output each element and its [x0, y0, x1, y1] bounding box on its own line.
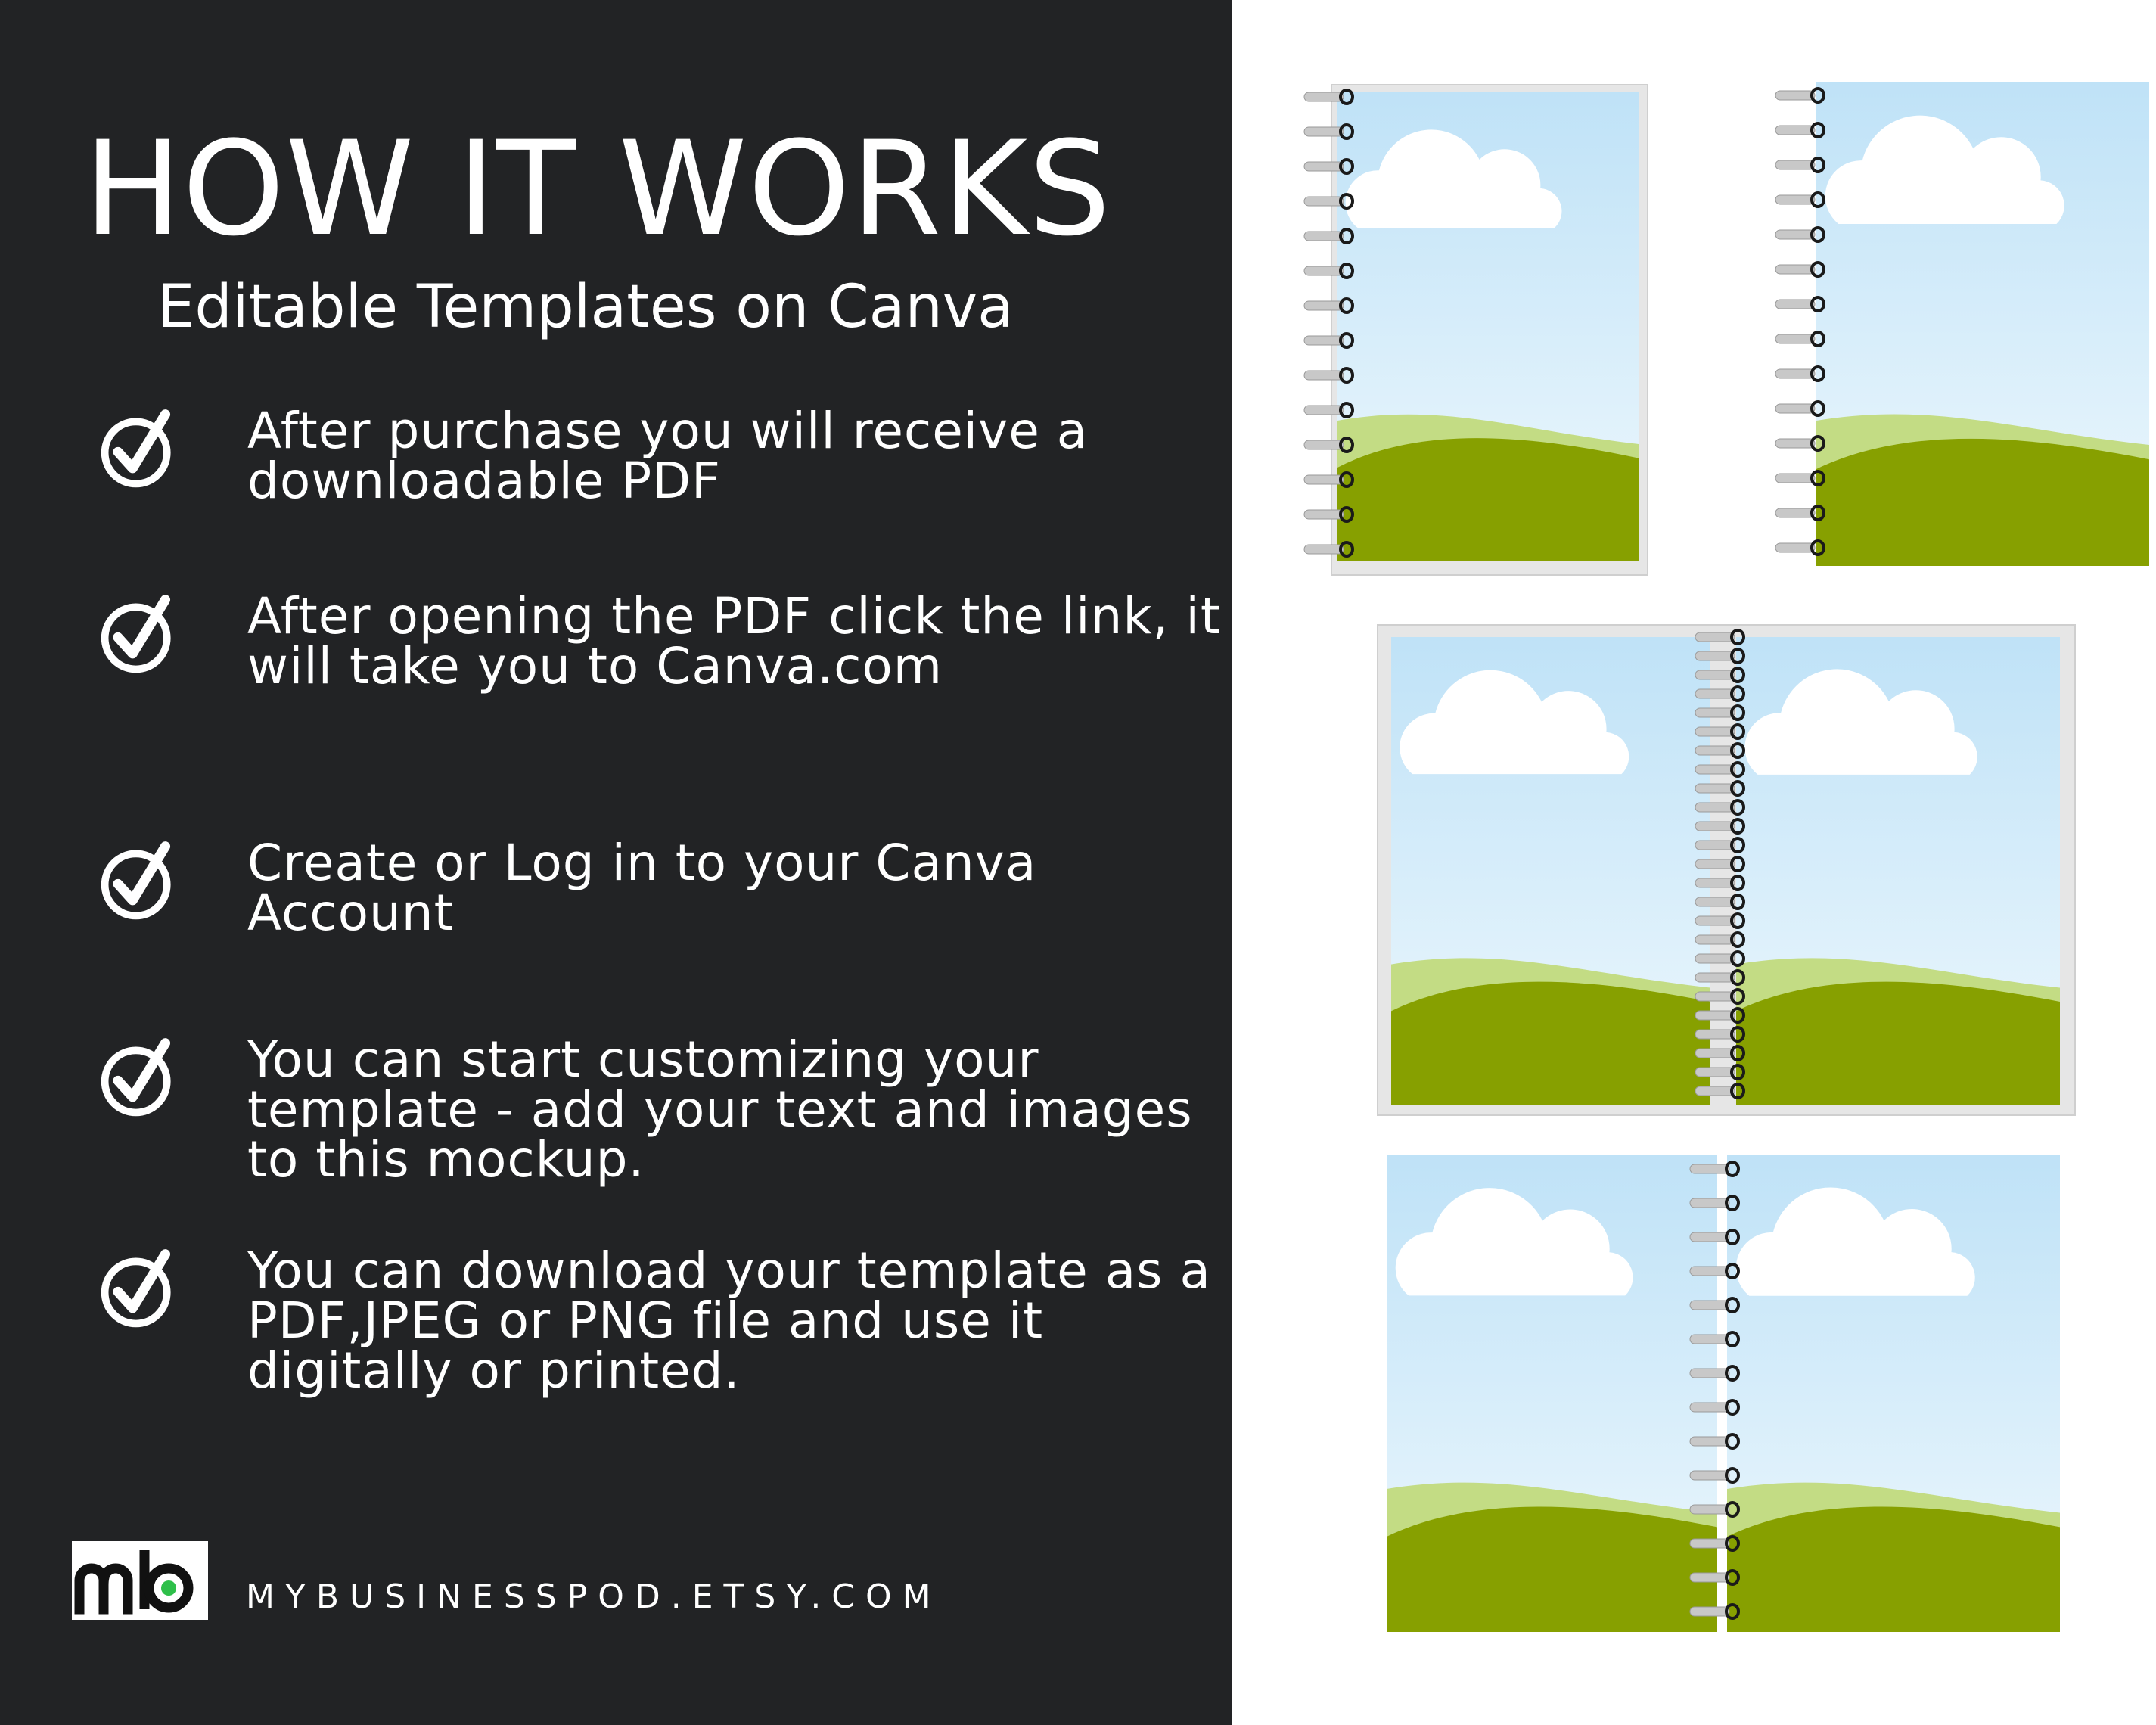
- spiral-coil: [1695, 765, 1735, 774]
- spiral-coil: [1695, 1049, 1735, 1058]
- step-item: [98, 1030, 1218, 1232]
- spiral-coil: [1775, 404, 1815, 413]
- spiral-coil: [1695, 859, 1735, 869]
- spiral-coil: [1695, 1086, 1735, 1096]
- spiral-coil: [1690, 1471, 1729, 1480]
- spiral-coil: [1775, 474, 1815, 483]
- spiral-coil: [1695, 632, 1735, 642]
- spiral-coil: [1695, 1011, 1735, 1020]
- spiral-coil: [1304, 197, 1344, 206]
- step-text: You can download your template as a PDF,JPEG or PNG file and use it digitally or printed.: [247, 1242, 1211, 1400]
- hill-dark: [1391, 982, 1710, 1105]
- spiral-coil: [1690, 1198, 1729, 1208]
- spiral-coil: [1304, 127, 1344, 136]
- step-item: [98, 1242, 1218, 1443]
- brand-logo: [72, 1541, 208, 1620]
- spiral-coil: [1695, 727, 1735, 736]
- page-title: HOW IT WORKS: [83, 113, 1112, 265]
- spiral-coil: [1775, 300, 1815, 309]
- spiral-coil: [1695, 992, 1735, 1001]
- spiral-coil: [1304, 232, 1344, 241]
- hill-dark: [1727, 1506, 2060, 1632]
- spiral-coil: [1304, 336, 1344, 345]
- step-text: You can start customizing your template - add your text and images to this mockup.: [247, 1030, 1193, 1189]
- spiral-coil: [1695, 897, 1735, 906]
- spiral-coil: [1690, 1403, 1729, 1412]
- spiral-coil: [1775, 369, 1815, 378]
- spiral-coil: [1695, 822, 1735, 831]
- spiral-coil: [1695, 651, 1735, 660]
- open-notebook-spread: [1373, 620, 2080, 1120]
- spiral-coil: [1695, 841, 1735, 850]
- hill-dark: [1736, 982, 2060, 1105]
- step-text: After opening the PDF click the link, it will take you to Canva.com: [247, 587, 1221, 695]
- spiral-coil: [1775, 508, 1815, 518]
- spiral-coil: [1304, 162, 1344, 171]
- spiral-coil: [1690, 1164, 1729, 1173]
- step-text: Create or Log in to your Canva Account: [247, 834, 1037, 942]
- check-circle-icon: [98, 593, 180, 675]
- spiral-coil: [1304, 266, 1344, 275]
- spiral-coil: [1695, 670, 1735, 679]
- spiral-coil: [1695, 784, 1735, 793]
- spiral-coil: [1690, 1369, 1729, 1378]
- hill-dark: [1816, 439, 2149, 566]
- hill-dark: [1387, 1506, 1717, 1632]
- spiral-coil: [1690, 1573, 1729, 1582]
- spiral-coil: [1304, 440, 1344, 449]
- spiral-coil: [1304, 92, 1344, 101]
- spiral-coil: [1690, 1539, 1729, 1548]
- spiral-coil: [1304, 301, 1344, 310]
- spiral-coil: [1775, 265, 1815, 274]
- step-item: [98, 834, 1218, 1035]
- spiral-coil: [1695, 746, 1735, 755]
- spiral-coil: [1695, 1030, 1735, 1039]
- spiral-coil: [1690, 1267, 1729, 1276]
- spiral-coil: [1304, 371, 1344, 380]
- spiral-coil: [1775, 91, 1815, 100]
- open-notebook-flat: [1387, 1146, 2064, 1638]
- brand-logo-mark: [72, 1541, 208, 1620]
- spiral-coil: [1690, 1335, 1729, 1344]
- step-item: [98, 587, 1221, 788]
- spiral-coil: [1695, 954, 1735, 963]
- website-link[interactable]: MYBUSINESSPOD.ETSY.COM: [246, 1577, 942, 1616]
- page-subtitle: Editable Templates on Canva: [157, 273, 1014, 341]
- spiral-coil: [1695, 916, 1735, 925]
- spiral-coil: [1695, 1068, 1735, 1077]
- check-circle-icon: [98, 840, 180, 922]
- hill-dark: [1337, 438, 1639, 561]
- spiral-coil: [1695, 803, 1735, 812]
- spiral-coil: [1775, 126, 1815, 135]
- spiral-coil: [1690, 1301, 1729, 1310]
- spiral-coil: [1690, 1437, 1729, 1446]
- spiral-coil: [1775, 230, 1815, 239]
- check-circle-icon: [98, 1037, 180, 1118]
- step-text: After purchase you will receive a downloadable PDF: [247, 402, 1089, 510]
- check-circle-icon: [98, 408, 180, 490]
- single-notebook-back: [1771, 76, 2156, 575]
- spiral-coil: [1695, 878, 1735, 887]
- spiral-coil: [1695, 973, 1735, 982]
- check-circle-icon: [98, 1248, 180, 1329]
- step-item: [98, 402, 1218, 603]
- spiral-coil: [1304, 475, 1344, 484]
- spiral-coil: [1695, 708, 1735, 717]
- single-notebook-front: [1292, 76, 1655, 583]
- spiral-coil: [1775, 195, 1815, 204]
- spiral-coil: [1775, 543, 1815, 552]
- spiral-coil: [1690, 1505, 1729, 1514]
- mockup-gallery: [1232, 0, 2156, 1725]
- spiral-coil: [1695, 935, 1735, 944]
- spiral-coil: [1775, 439, 1815, 448]
- spiral-coil: [1690, 1232, 1729, 1242]
- spiral-coil: [1695, 689, 1735, 698]
- spiral-coil: [1690, 1607, 1729, 1616]
- spiral-coil: [1304, 545, 1344, 554]
- spiral-coil: [1304, 406, 1344, 415]
- spiral-coil: [1304, 510, 1344, 519]
- spiral-coil: [1775, 160, 1815, 169]
- spiral-coil: [1775, 334, 1815, 343]
